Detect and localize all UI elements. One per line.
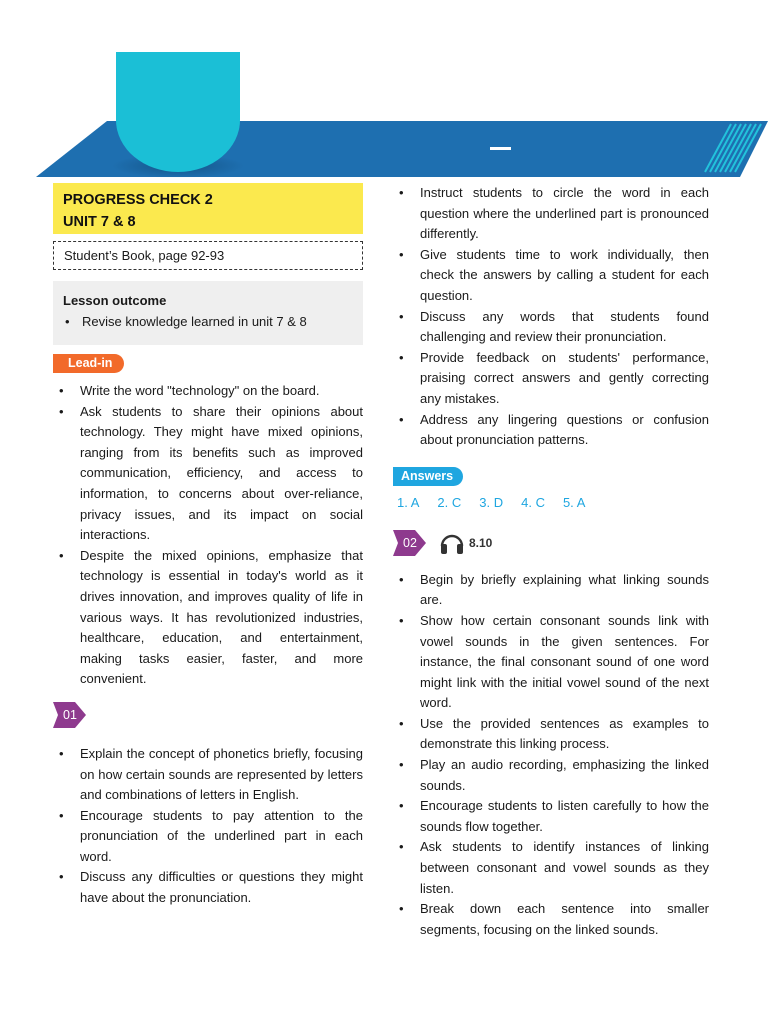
audio-track-number: 8.10 (469, 535, 493, 550)
list-item: • Instruct students to circle the word in each question where the underlined part is pronounced differently. (393, 183, 709, 245)
list-item: • Show how certain consonant sounds link with vowel sounds in the given sentences. For instance, the final consonant sound of one word might link with the initial vowel sound of the next word. (393, 611, 709, 714)
list-item: • Give students time to work individually, then check the answers by calling a student for each question. (393, 245, 709, 307)
header-banner (0, 0, 768, 185)
leadin-tag: Lead-in (53, 354, 124, 373)
outcome-item: • Revise knowledge learned in unit 7 & 8 (63, 312, 353, 332)
answer-item: 1. A (397, 494, 420, 510)
header-dash (490, 147, 511, 150)
page-header (0, 0, 768, 185)
answer-item: 4. C (521, 494, 545, 510)
headphones-icon (439, 531, 465, 555)
answers-row (393, 494, 709, 512)
lesson-unit: UNIT 7 & 8 (63, 214, 136, 230)
list-item: • Ask students to identify instances of linking between consonant and vowel sounds as they listen. (393, 837, 709, 899)
step2-list (393, 570, 709, 941)
list-item: • Use the provided sentences as examples to demonstrate this linking process. (393, 714, 709, 755)
list-item: • Discuss any words that students found challenging and review their pronunciation. (393, 307, 709, 348)
list-item: • Despite the mixed opinions, emphasize that technology is essential in today's world as it drives innovation, and improves quality of life in various ways. It has revolutionized industries, healthcare, education, and entertainment, making tasks easier, faster, and more convenient. (53, 546, 363, 690)
answer-item: 3. D (479, 494, 504, 510)
lesson-title-box (53, 183, 363, 234)
list-item: • Encourage students to pay attention to the pronunciation of the underlined part in each word. (53, 806, 363, 868)
list-item: • Encourage students to listen carefully to how the sounds flow together. (393, 796, 709, 837)
list-item: • Ask students to share their opinions about technology. They might have mixed opinions, ranging from its benefits such as improved communication, efficiency, and access to information, to concerns about over-reliance, privacy issues, and its impact on social interactions. (53, 402, 363, 546)
lesson-outcome-box (53, 281, 363, 345)
outcome-list (63, 312, 353, 332)
list-item: • Provide feedback on students' performance, praising correct answers and gently correcting any mistakes. (393, 348, 709, 410)
list-item: • Break down each sentence into smaller segments, focusing on the linked sounds. (393, 899, 709, 940)
list-item: • Address any lingering questions or confusion about pronunciation patterns. (393, 410, 709, 451)
left-column (53, 183, 363, 909)
answer-item: 5. A (562, 494, 586, 510)
outcome-title: Lesson outcome (63, 293, 167, 308)
step2-header (393, 530, 709, 556)
step1-continued-list (393, 183, 709, 451)
list-item: • Write the word "technology" on the board. (53, 381, 363, 402)
leadin-list (53, 381, 363, 690)
right-column (393, 183, 709, 940)
header-tab (116, 52, 240, 172)
answers-tag: Answers (393, 467, 463, 486)
step-number: 02 (403, 535, 417, 550)
book-reference-text: Student’s Book, page 92-93 (64, 248, 225, 263)
list-item: • Begin by briefly explaining what linking sounds are. (393, 570, 709, 611)
list-item: • Play an audio recording, emphasizing the linked sounds. (393, 755, 709, 796)
lesson-title: PROGRESS CHECK 2 (63, 192, 213, 208)
list-item: • Discuss any difficulties or questions they might have about the pronunciation. (53, 867, 363, 908)
step-number: 01 (63, 707, 77, 722)
step-badge-02 (393, 530, 429, 556)
list-item: • Explain the concept of phonetics briefly, focusing on how certain sounds are represented by letters and combinations of letters in English. (53, 744, 363, 806)
step1-list (53, 744, 363, 909)
answer-item: 2. C (437, 494, 462, 510)
book-reference (53, 241, 363, 270)
step-badge-01 (53, 702, 363, 728)
